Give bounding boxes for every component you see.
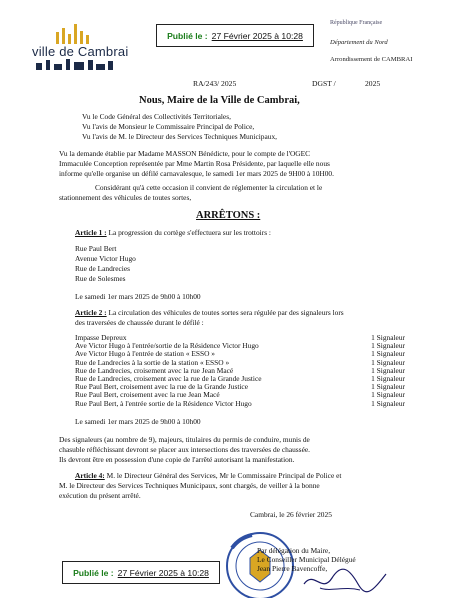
signature-line: Par délégation du Maire, (257, 546, 331, 555)
article-2 (75, 309, 344, 318)
signaleurs-text: Des signaleurs (au nombre de 9), majeurs, titulaires du permis de conduire, munis de (59, 435, 310, 444)
row-count: 1 Signaleur (371, 398, 405, 408)
signature-line: Jean Pierre Bavencoffe, (257, 564, 328, 573)
article-1 (75, 229, 271, 238)
article-4-text-2: M. le Directeur des Services Techniques Municipaux, sont chargés, de veiller à la bonne (59, 481, 320, 490)
article-2-label: Article 2 : (75, 308, 107, 317)
article-2-text-2: des traversées de chaussée durant le défilé : (75, 318, 204, 327)
street-item: Rue de Solesmes (75, 274, 126, 283)
stamp-date: 27 Février 2025 à 10:28 (211, 30, 303, 41)
row-count: 1 Signaleur (371, 374, 405, 384)
header-right-line-3: Arrondissement de CAMBRAI (330, 56, 413, 63)
signaleur-row (75, 400, 405, 408)
signaleurs-list (75, 334, 405, 408)
article-1-label: Article 1 : (75, 228, 107, 237)
ref-right: DGST / (312, 79, 336, 88)
signature-line: Le Conseiller Municipal Délégué (257, 555, 356, 564)
article-4-text-1: M. le Directeur Général des Services, Mr le Commissaire Principal de Police et (106, 471, 342, 480)
arretons-heading: ARRÊTONS : (196, 210, 261, 221)
row-count: 1 Signaleur (371, 390, 405, 400)
header-right-line-1: République Française (330, 20, 383, 26)
city-logo (32, 22, 129, 70)
article-1-date: Le samedi 1er mars 2025 de 9h00 à 10h00 (75, 292, 201, 301)
stamp-label: Publié le : (167, 30, 208, 41)
vu-line: Vu l'avis de M. le Directeur des Services Techniques Municipaux, (82, 132, 278, 141)
city-emblem-icon (48, 22, 108, 44)
article-4-label: Article 4: (75, 471, 105, 480)
row-place: Rue Paul Bert, croisement avec la rue de la Grande Justice (75, 382, 248, 392)
article-1-text: La progression du cortège s'effectuera sur les trottoirs : (108, 228, 271, 237)
row-place: Rue de Landrecies, croisement avec la rue Jean Macé (75, 365, 234, 375)
row-place: Impasse Depreux (75, 333, 127, 342)
page-title: Nous, Maire de la Ville de Cambrai, (139, 95, 300, 106)
considerant-line: stationnement des véhicules de toutes sortes, (59, 193, 192, 202)
request-line: informe qu'elle organise un défilé carnavalesque, le samedi 1er mars 2025 de 9H00 à 10H00. (59, 169, 334, 178)
row-count: 1 Signaleur (371, 349, 405, 359)
row-place: Rue Paul Bert, croisement avec la rue Jean Macé (75, 390, 220, 400)
row-place: Ave Victor Hugo à l'entrée/sortie de la Résidence Victor Hugo (75, 341, 259, 351)
row-place: Ave Victor Hugo à l'entrée de station « ESSO » (75, 349, 215, 359)
row-count: 1 Signaleur (371, 357, 405, 367)
row-count: 1 Signaleur (371, 382, 405, 392)
street-item: Avenue Victor Hugo (75, 254, 136, 263)
street-item: Rue Paul Bert (75, 244, 117, 253)
publication-stamp-top (156, 24, 314, 47)
stamp-date: 27 Février 2025 à 10:28 (117, 567, 209, 578)
article-4 (75, 472, 341, 481)
logo-text: ville de Cambrai (32, 44, 129, 59)
request-line: Vu la demande établie par Madame MASSON Bénédicte, pour le compte de l'OGEC (59, 149, 311, 158)
row-count: 1 Signaleur (371, 365, 405, 375)
article-2-date: Le samedi 1er mars 2025 de 9h00 à 10h00 (75, 417, 201, 426)
street-item: Rue de Landrecies (75, 264, 130, 273)
row-place: Rue de Landrecies à la sortie de la station « ESSO » (75, 357, 230, 367)
signaleurs-text: chasuble réfléchissant devront se placer aux intersections des traversées de chaussée. (59, 445, 310, 454)
row-count: 1 Signaleur (371, 341, 405, 351)
row-place: Rue de Landrecies, croisement avec la rue de la Grande Justice (75, 374, 262, 384)
ref-year: 2025 (365, 79, 381, 88)
header-right-line-2: Département du Nord (330, 39, 388, 46)
signaleurs-text: Ils devront être en possession d'une copie de l'arrêté autorisant la manifestation. (59, 455, 295, 464)
considerant-line: Considérant qu'à cette occasion il convient de réglementer la circulation et le (95, 183, 323, 192)
row-count: 1 Signaleur (371, 333, 405, 342)
city-skyline-icon (32, 59, 122, 71)
signature-place-date: Cambrai, le 26 février 2025 (250, 510, 332, 519)
vu-line: Vu le Code Général des Collectivités Territoriales, (82, 112, 231, 121)
article-2-text-1: La circulation des véhicules de toutes sortes sera régulée par des signaleurs lors (108, 308, 344, 317)
request-line: Immaculée Conception représentée par Mme Martin Rosa Présidente, par laquelle elle nous (59, 159, 330, 168)
handwritten-signature-icon (300, 566, 390, 596)
stamp-label: Publié le : (73, 567, 114, 578)
row-place: Rue Paul Bert, à l'entrée sortie de la Résidence Victor Hugo (75, 398, 252, 408)
publication-stamp-bottom (62, 561, 220, 584)
article-4-text-3: exécution du présent arrêté. (59, 491, 141, 500)
vu-line: Vu l'avis de Monsieur le Commissaire Principal de Police, (82, 122, 255, 131)
ref-left: RA/243/ 2025 (193, 79, 237, 88)
